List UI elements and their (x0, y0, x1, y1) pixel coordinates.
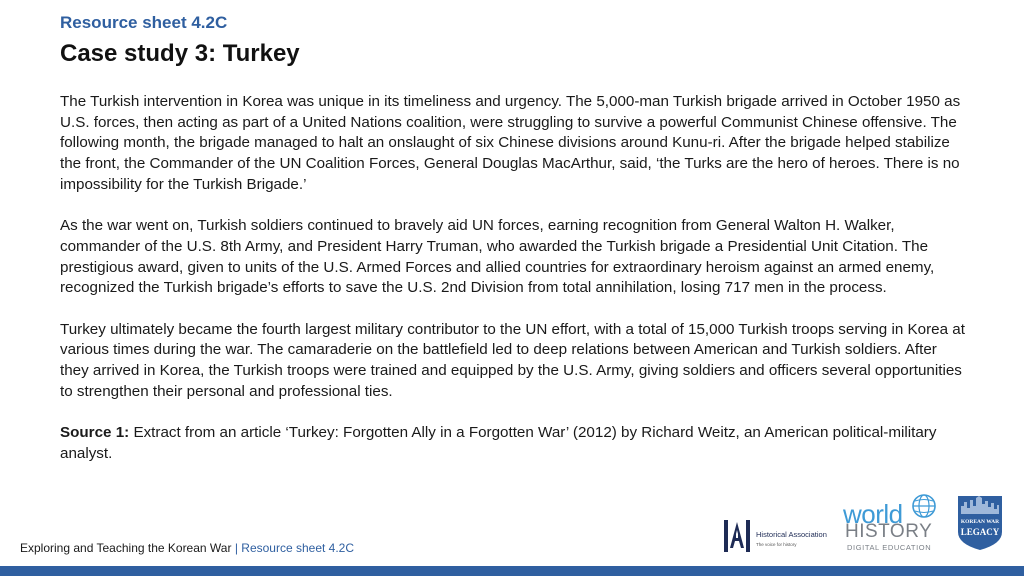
document-body (60, 92, 965, 485)
korean-war-legacy-logo (955, 492, 1005, 552)
page-title: Case study 3: Turkey (60, 40, 300, 67)
source-text: Extract from an article ‘Turkey: Forgotten Ally in a Forgotten War’ (2012) by Richard Weitz, an American political-military analyst. (60, 424, 937, 462)
kwl-line-1: KOREAN WAR (960, 519, 1000, 525)
source-citation (60, 423, 965, 464)
globe-icon (911, 493, 937, 519)
resource-sheet-label: Resource sheet 4.2C (60, 13, 228, 32)
wh-world-word: world (843, 499, 903, 529)
kwl-line-2: LEGACY (960, 527, 1000, 537)
wh-subtitle: DIGITAL EDUCATION (847, 543, 932, 552)
footer (20, 541, 354, 555)
footer-separator: | (234, 541, 238, 555)
wh-history-word: HISTORY (845, 521, 933, 542)
source-label: Source 1: (60, 424, 130, 442)
paragraph-3: Turkey ultimately became the fourth largest military contributor to the UN effort, with a total of 15,000 Turkish troops serving in Korea at various times during the war. The camaraderie on the battlefield led to deep relations between American and Turkish soldiers. After they arrived in Korea, the Turkish troops were trained and equipped by the U.S. Army, giving soldiers and officers several opportunities to strengthen their personal and professional ties. (60, 320, 965, 400)
ha-tagline: The voice for history (756, 542, 797, 547)
ha-monogram-icon (722, 518, 752, 554)
world-history-logo (843, 493, 943, 553)
bottom-accent-bar (0, 566, 1024, 576)
ha-name: Historical Association (756, 530, 827, 539)
footer-title: Exploring and Teaching the Korean War (20, 541, 232, 555)
paragraph-2: As the war went on, Turkish soldiers continued to bravely aid UN forces, earning recognition from General Walton H. Walker, commander of the U.S. 8th Army, and President Harry Truman, who awarded the Turkish brigade a Presidential Unit Citation. The prestigious award, given to units of the U.S. Armed Forces and allied countries for extraordinary heroism against an armed enemy, recognized the Turkish brigade’s efforts to save the U.S. 2nd Division from total annihilation, losing 717 men in the process. (60, 217, 935, 297)
footer-reference: Resource sheet 4.2C (241, 541, 355, 555)
historical-association-logo (722, 518, 832, 554)
paragraph-1: The Turkish intervention in Korea was unique in its timeliness and urgency. The 5,000-man Turkish brigade arrived in October 1950 as U.S. forces, then acting as part of a United Nations coalition, were struggling to survive a powerful Communist Chinese offensive. The following month, the brigade managed to halt an onslaught of six Chinese divisions around Kunu-ri. After the brigade helped stabilize the front, the Commander of the UN Coalition Forces, General Douglas MacArthur, said, ‘the Turks are the hero of heroes. There is no impossibility for the Turkish Brigade.’ (60, 93, 961, 193)
